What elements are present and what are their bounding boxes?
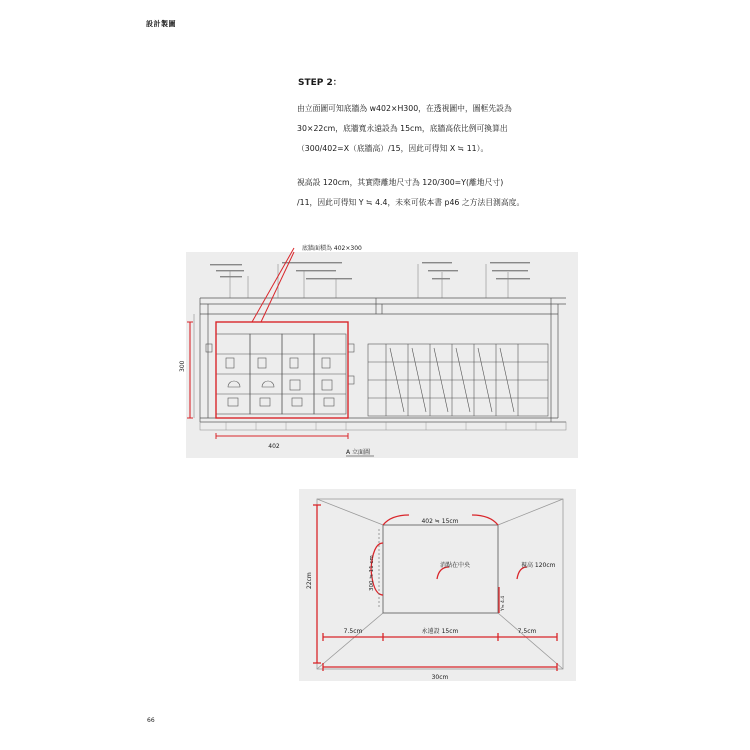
center-width-label: 永遠設 15cm <box>421 628 459 635</box>
height-dimension-label: 300 <box>179 360 186 372</box>
perspective-drawing <box>299 489 576 681</box>
page-header-title: 設計製圖 <box>146 20 176 28</box>
eye-level-label: 視高 120cm <box>521 562 556 569</box>
wall-area-callout: 底牆面積為 402×300 <box>302 245 362 252</box>
right-side-width-label: 7.5cm <box>517 628 537 635</box>
frame-width-label: 30cm <box>431 674 449 681</box>
paragraph-line: 視高設 120cm，其實際離地尺寸為 120/300=Y(離地尺寸) <box>297 178 504 187</box>
ground-offset-label: Y≒ 4.4 <box>501 595 506 611</box>
paragraph-line: 由立面圖可知底牆為 w402×H300，在透視圖中，圖框先設為 <box>297 104 512 113</box>
back-wall-width-label: 402 ≒ 15cm <box>421 518 459 525</box>
step-title: STEP 2： <box>298 78 342 88</box>
wall-height-label: 300 ≒ 11 cm <box>369 555 375 591</box>
elevation-drawing <box>179 245 578 458</box>
vanishing-point-label: 消點在中央 <box>440 562 471 569</box>
left-side-width-label: 7.5cm <box>343 628 363 635</box>
paragraph-line: /11，因此可得知 Y ≒ 4.4，未來可依本書 p46 之方法目測高度。 <box>297 198 525 207</box>
frame-height-label: 22cm <box>306 572 313 589</box>
paragraph-line: 30×22cm，底牆寬永遠設為 15cm，底牆高依比例可換算出 <box>297 124 508 133</box>
paragraph-wall-size <box>297 99 597 159</box>
page-number: 66 <box>147 717 155 724</box>
elevation-paper <box>186 252 578 458</box>
width-dimension-label: 402 <box>268 443 280 450</box>
elevation-caption: A 立面圖 <box>346 449 371 456</box>
paragraph-line: （300/402=X（底牆高）/15，因此可得知 X ≒ 11）。 <box>297 144 489 153</box>
paragraph-eye-level <box>297 173 597 213</box>
